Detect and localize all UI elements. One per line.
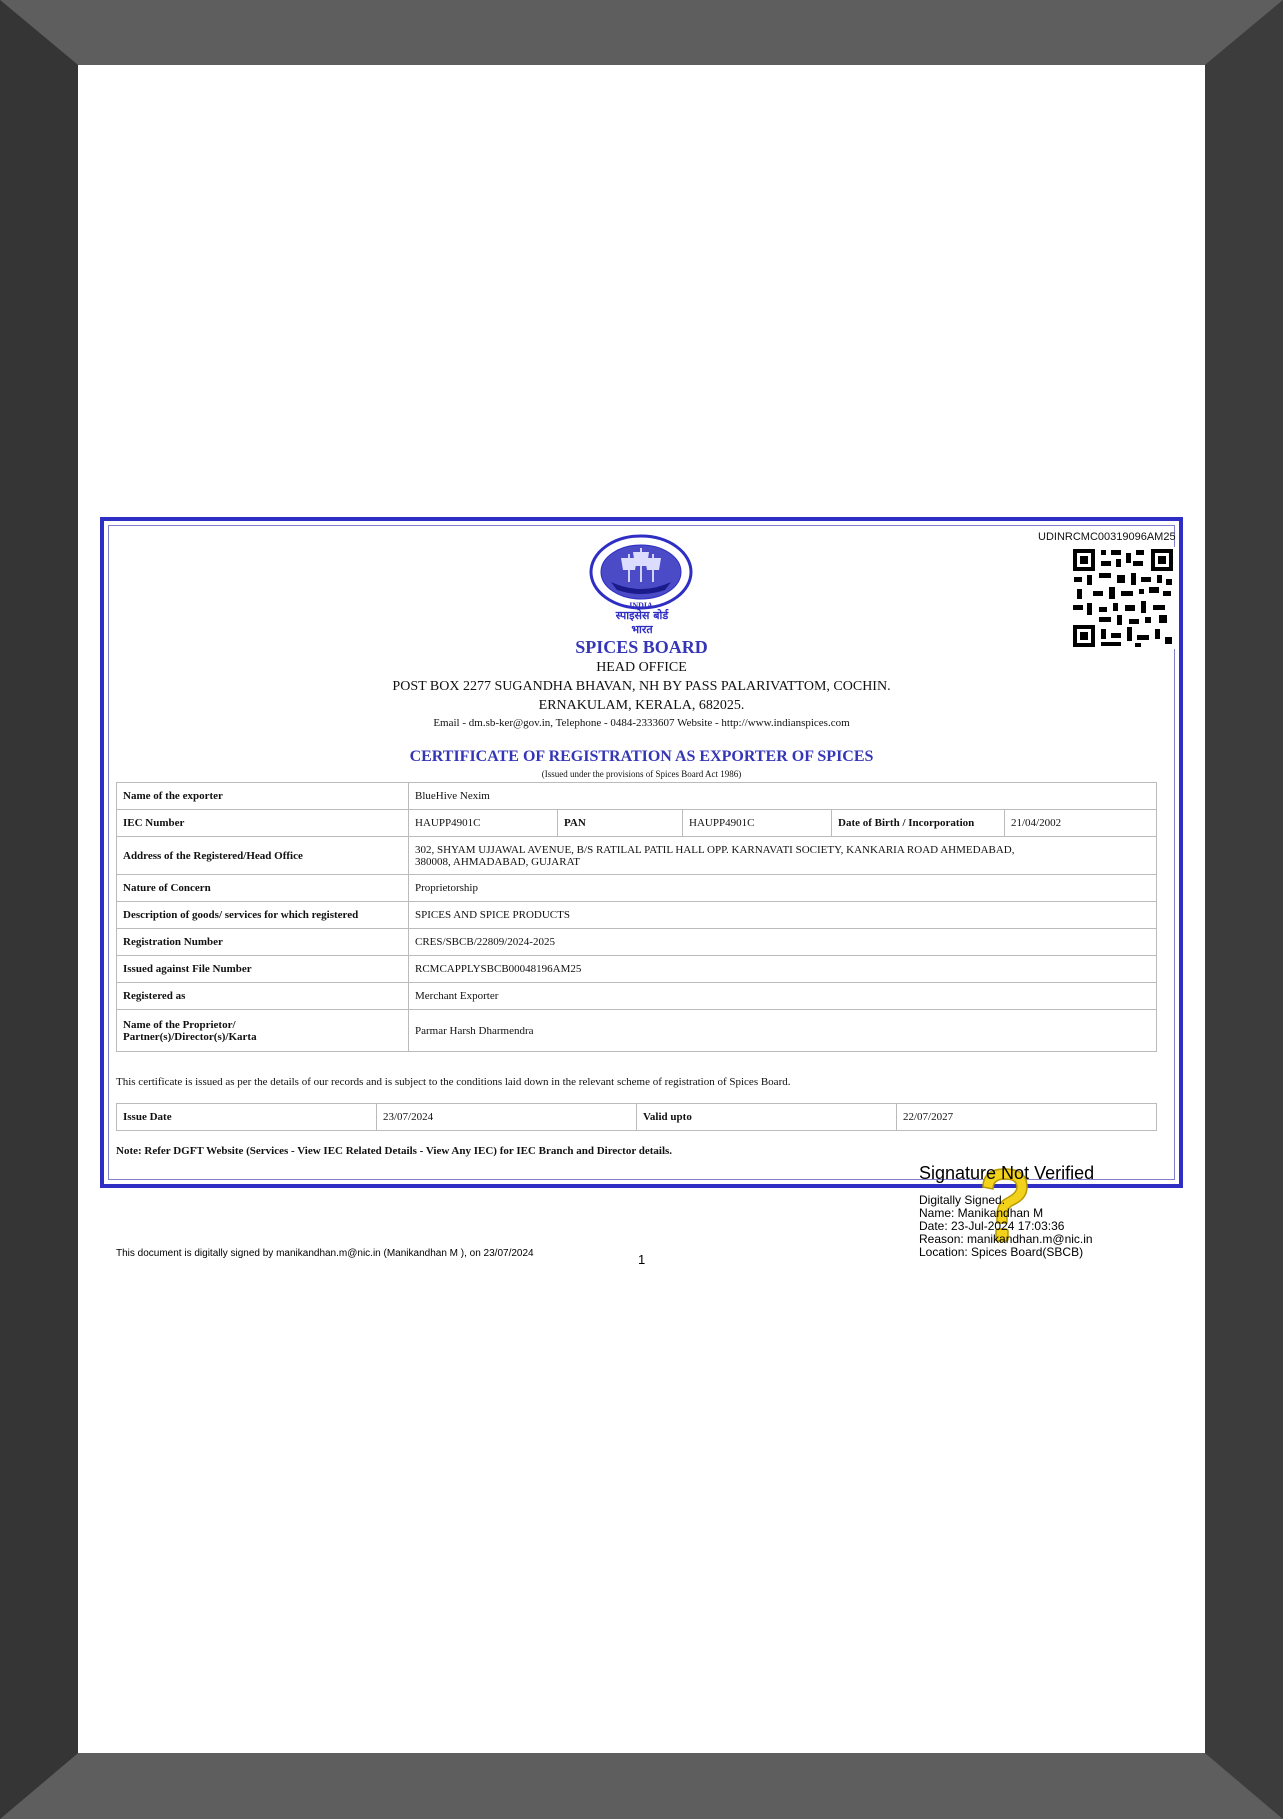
signature-line: Digitally Signed. (919, 1193, 1006, 1207)
registration-number-value: CRES/SBCB/22809/2024-2025 (409, 929, 1157, 956)
file-number-value: RCMCAPPLYSBCB00048196AM25 (409, 956, 1157, 983)
udin-number: UDINRCMC00319096AM25 (1038, 531, 1176, 543)
registered-as-value: Merchant Exporter (409, 983, 1157, 1010)
address-line1: 302, SHYAM UJJAWAL AVENUE, B/S RATILAL PATIL HALL OPP. KARNAVATI SOCIETY, KANKARIA ROAD AHMEDABAD, (415, 843, 1015, 856)
valid-upto-value: 22/07/2027 (897, 1104, 1157, 1131)
frame-left (0, 0, 78, 1819)
dob-value: 21/04/2002 (1005, 810, 1157, 837)
exporter-details-table (116, 782, 1157, 1052)
certificate-title: CERTIFICATE OF REGISTRATION AS EXPORTER OF SPICES (409, 748, 874, 765)
table-row (117, 956, 1157, 983)
logo-banner-text: INDIA (629, 601, 653, 610)
signature-name: Name: Manikandhan M (919, 1206, 1044, 1220)
goods-value: SPICES AND SPICE PRODUCTS (409, 902, 1157, 929)
org-name: SPICES BOARD (575, 637, 708, 657)
iec-label: IEC Number (117, 810, 409, 837)
table-row (117, 929, 1157, 956)
certificate-subtitle: (Issued under the provisions of Spices Board Act 1986) (541, 769, 742, 779)
pan-label: PAN (558, 810, 683, 837)
signature-location: Location: Spices Board(SBCB) (919, 1245, 1084, 1259)
office-address-line1: POST BOX 2277 SUGANDHA BHAVAN, NH BY PASS PALARIVATTOM, COCHIN. (392, 679, 891, 694)
frame-top (0, 0, 1283, 65)
proprietor-label (117, 1010, 409, 1052)
pan-value: HAUPP4901C (683, 810, 832, 837)
valid-upto-label: Valid upto (637, 1104, 897, 1131)
svg-text:स्पाइसेस बोर्ड: स्पाइसेस बोर्ड (615, 609, 669, 622)
validity-table (116, 1103, 1157, 1131)
proprietor-label-line1: Name of the Proprietor/ (123, 1018, 236, 1031)
issue-date-label: Issue Date (117, 1104, 377, 1131)
table-row (117, 1010, 1157, 1052)
exporter-name-label: Name of the exporter (117, 783, 409, 810)
table-row (117, 983, 1157, 1010)
iec-value: HAUPP4901C (409, 810, 558, 837)
spices-board-logo (589, 534, 693, 610)
signature-date: Date: 23-Jul-2024 17:03:36 (919, 1219, 1065, 1233)
file-number-label: Issued against File Number (117, 956, 409, 983)
table-row (117, 875, 1157, 902)
address-line2: 380008, AHMADABAD, GUJARAT (415, 855, 581, 868)
office-type: HEAD OFFICE (596, 660, 687, 675)
nature-value: Proprietorship (409, 875, 1157, 902)
signature-reason: Reason: manikandhan.m@nic.in (919, 1232, 1093, 1246)
nature-label: Nature of Concern (117, 875, 409, 902)
office-address-line2: ERNAKULAM, KERALA, 682025. (538, 698, 745, 713)
registration-number-label: Registration Number (117, 929, 409, 956)
signature-details (919, 1194, 1093, 1259)
goods-label: Description of goods/ services for which registered (117, 902, 409, 929)
hindi-logo-text (600, 607, 684, 635)
table-row (117, 810, 1157, 837)
proprietor-value: Parmar Harsh Dharmendra (409, 1010, 1157, 1052)
table-row (117, 902, 1157, 929)
table-row (117, 783, 1157, 810)
dgft-note: Note: Refer DGFT Website (Services - View IEC Related Details - View Any IEC) for IEC Branch and Director details. (116, 1145, 673, 1157)
digital-signature-footer: This document is digitally signed by manikandhan.m@nic.in (Manikandhan M ), on 23/07/2024 (116, 1248, 534, 1259)
qr-code (1071, 547, 1175, 649)
issue-date-value: 23/07/2024 (377, 1104, 637, 1131)
frame-right (1205, 0, 1283, 1819)
registered-as-label: Registered as (117, 983, 409, 1010)
dob-label: Date of Birth / Incorporation (832, 810, 1005, 837)
signature-status: Signature Not Verified (919, 1163, 1095, 1183)
table-row (117, 837, 1157, 875)
svg-text:भारत: भारत (631, 623, 653, 635)
address-value (409, 837, 1157, 875)
office-contact: Email - dm.sb-ker@gov.in, Telephone - 0484-2333607 Website - http://www.indianspices.com (433, 717, 850, 729)
address-label: Address of the Registered/Head Office (117, 837, 409, 875)
frame-bottom (0, 1753, 1283, 1819)
proprietor-label-line2: Partner(s)/Director(s)/Karta (123, 1030, 257, 1043)
certificate-statement: This certificate is issued as per the details of our records and is subject to the conditions laid down in the relevant scheme of registration of Spices Board. (116, 1076, 791, 1088)
table-row (117, 1104, 1157, 1131)
exporter-name-value: BlueHive Nexim (409, 783, 1157, 810)
page-number: 1 (638, 1252, 646, 1267)
